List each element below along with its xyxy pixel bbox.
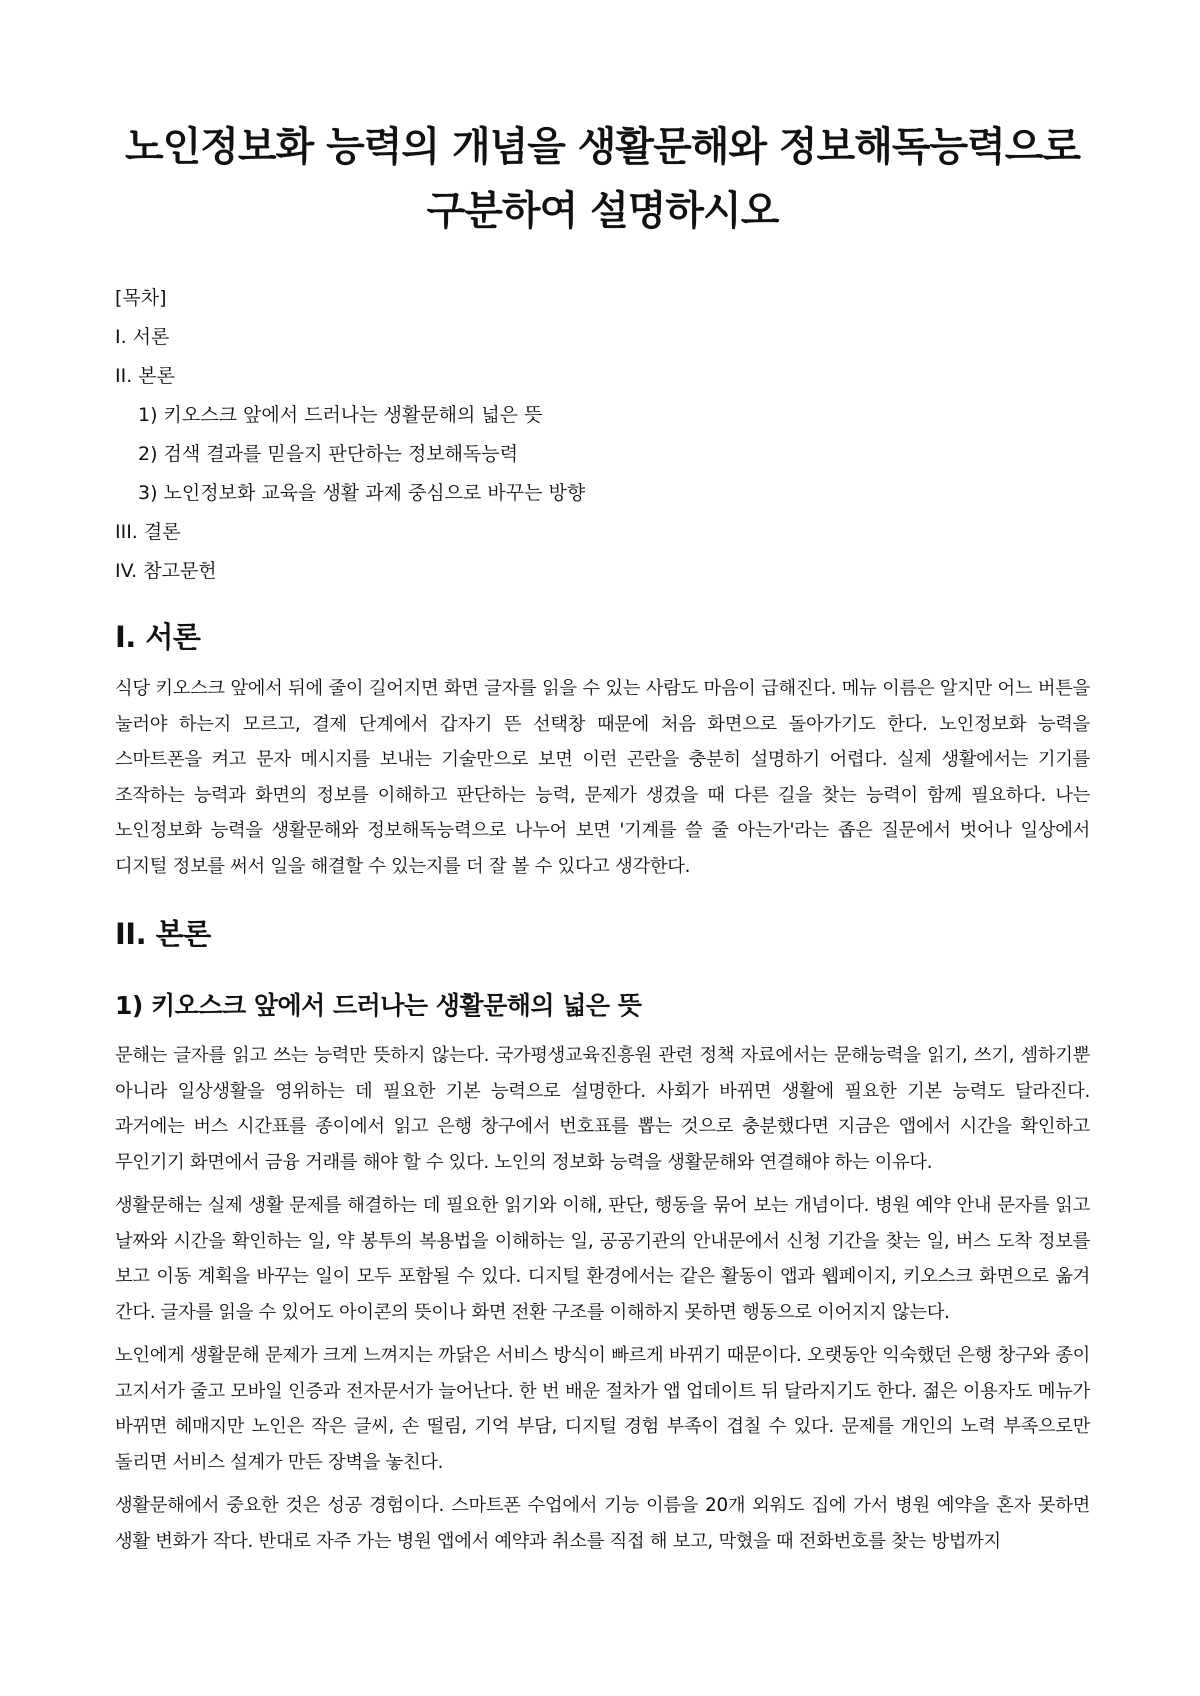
table-of-contents xyxy=(115,279,1090,591)
section-introduction xyxy=(115,617,1090,884)
toc-item-body: II. 본론 xyxy=(115,365,175,387)
paragraph: 식당 키오스크 앞에서 뒤에 줄이 길어지면 화면 글자를 읽을 수 있는 사람도 마음이 급해진다. 메뉴 이름은 알지만 어느 버튼을 눌러야 하는지 모르고, 결제 단계에서 갑자기 뜬 선택창 때문에 처음 화면으로 돌아가기도 한다. 노인정보화 능력을 스마트폰을 켜고 문자 메시지를 보내는 기술만으로 보면 이런 곤란을 충분히 설명하기 어렵다. 실제 생활에서는 기기를 조작하는 능력과 화면의 정보를 이해하고 판단하는 능력, 문제가 생겼을 때 다른 길을 찾는 능력이 함께 필요하다. 나는 노인정보화 능력을 생활문해와 정보해독능력으로 나누어 보면 '기계를 쓸 줄 아는가'라는 좁은 질문에서 벗어나 일상에서 디지털 정보를 써서 일을 해결할 수 있는지를 더 잘 볼 수 있다고 생각한다. xyxy=(115,678,1090,877)
toc-item-introduction: I. 서론 xyxy=(115,326,170,348)
subsection-heading-1: 1) 키오스크 앞에서 드러나는 생활문해의 넓은 뜻 xyxy=(115,991,642,1020)
toc-item-references: IV. 참고문헌 xyxy=(115,560,217,582)
section-heading-introduction: I. 서론 xyxy=(115,620,201,654)
paragraph: 생활문해에서 중요한 것은 성공 경험이다. 스마트폰 수업에서 기능 이름을 20개 외워도 집에 가서 병원 예약을 혼자 못하면 생활 변화가 작다. 반대로 자주 가는 병원 앱에서 예약과 취소를 직접 해 보고, 막혔을 때 전화번호를 찾는 방법까지 xyxy=(115,1495,1090,1552)
paragraph: 문해는 글자를 읽고 쓰는 능력만 뜻하지 않는다. 국가평생교육진흥원 관련 정책 자료에서는 문해능력을 읽기, 쓰기, 셈하기뿐 아니라 일상생활을 영위하는 데 필요한 기본 능력으로 설명한다. 사회가 바뀌면 생활에 필요한 기본 능력도 달라진다. 과거에는 버스 시간표를 종이에서 읽고 은행 창구에서 번호표를 뽑는 것으로 충분했다면 지금은 앱에서 시간을 확인하고 무인기기 화면에서 금융 거래를 해야 할 수 있다. 노인의 정보화 능력을 생활문해와 연결해야 하는 이유다. xyxy=(115,1045,1090,1173)
section-heading-body: II. 본론 xyxy=(115,917,211,951)
section-body xyxy=(115,914,1090,1559)
toc-item-conclusion: III. 결론 xyxy=(115,521,181,543)
toc-item-body-1: 1) 키오스크 앞에서 드러나는 생활문해의 넓은 뜻 xyxy=(138,404,543,426)
paragraph: 생활문해는 실제 생활 문제를 해결하는 데 필요한 읽기와 이해, 판단, 행동을 묶어 보는 개념이다. 병원 예약 안내 문자를 읽고 날짜와 시간을 확인하는 일, 약 봉투의 복용법을 이해하는 일, 공공기관의 안내문에서 신청 기간을 찾는 일, 버스 도착 정보를 보고 이동 계획을 바꾸는 일이 모두 포함될 수 있다. 디지털 환경에서는 같은 활동이 앱과 웹페이지, 키오스크 화면으로 옮겨 간다. 글자를 읽을 수 있어도 아이콘의 뜻이나 화면 전환 구조를 이해하지 못하면 행동으로 이어지지 않는다. xyxy=(115,1195,1090,1323)
toc-item-body-2: 2) 검색 결과를 믿을지 판단하는 정보해독능력 xyxy=(138,443,519,465)
paragraph: 노인에게 생활문해 문제가 크게 느껴지는 까닭은 서비스 방식이 빠르게 바뀌기 때문이다. 오랫동안 익숙했던 은행 창구와 종이 고지서가 줄고 모바일 인증과 전자문서가 늘어난다. 한 번 배운 절차가 앱 업데이트 뒤 달라지기도 한다. 젊은 이용자도 메뉴가 바뀌면 헤매지만 노인은 작은 글씨, 손 떨림, 기억 부담, 디지털 경험 부족이 겹칠 수 있다. 문제를 개인의 노력 부족으로만 돌리면 서비스 설계가 만든 장벽을 놓친다. xyxy=(115,1345,1090,1473)
document-title: 노인정보화 능력의 개념을 생활문해와 정보해독능력으로 구분하여 설명하시오 xyxy=(124,124,1081,234)
toc-item-body-3: 3) 노인정보화 교육을 생활 과제 중심으로 바꾸는 방향 xyxy=(138,482,586,504)
toc-heading: [목차] xyxy=(115,287,167,309)
